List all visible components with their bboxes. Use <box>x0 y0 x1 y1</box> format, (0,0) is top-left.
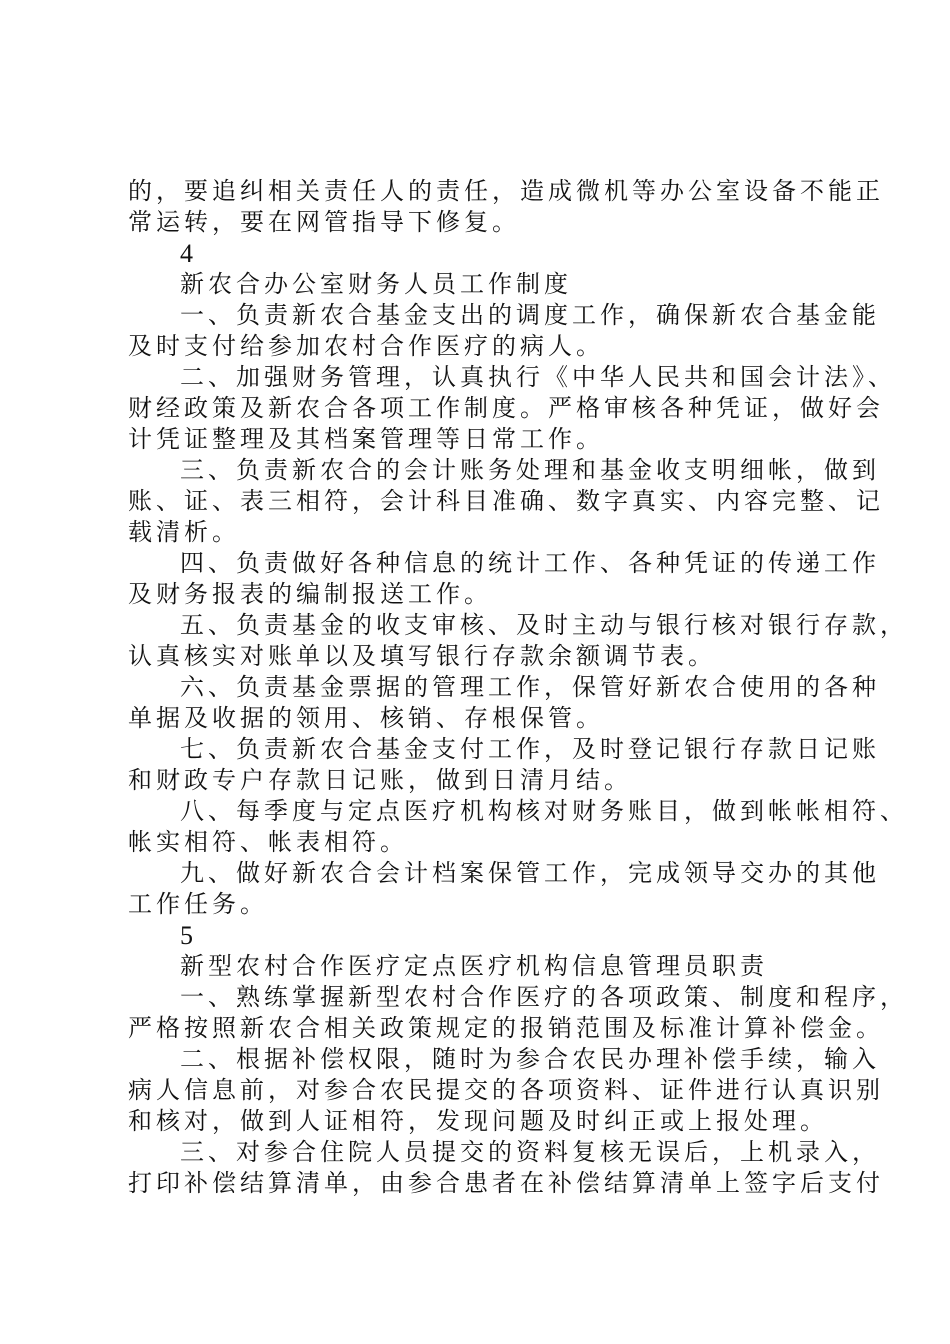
text-line: 计凭证整理及其档案管理等日常工作。 <box>128 425 604 453</box>
text-line: 帐实相符、帐表相符。 <box>128 828 408 856</box>
text-line: 单据及收据的领用、核销、存根保管。 <box>128 704 604 732</box>
text-line: 常运转，要在网管指导下修复。 <box>128 208 520 236</box>
text-line: 二、加强财务管理，认真执行《中华人民共和国会计法》、 <box>180 363 896 391</box>
text-line: 九、做好新农合会计档案保管工作，完成领导交办的其他 <box>180 859 880 887</box>
text-line: 和核对，做到人证相符，发现问题及时纠正或上报处理。 <box>128 1107 828 1135</box>
text-line: 七、负责新农合基金支付工作，及时登记银行存款日记账 <box>180 735 880 763</box>
text-line: 三、对参合住院人员提交的资料复核无误后，上机录入， <box>180 1138 880 1166</box>
text-line: 账、证、表三相符，会计科目准确、数字真实、内容完整、记 <box>128 487 884 515</box>
text-line: 二、根据补偿权限，随时为参合农民办理补偿手续，输入 <box>180 1045 880 1073</box>
text-line: 及时支付给参加农村合作医疗的病人。 <box>128 332 604 360</box>
text-line: 的，要追纠相关责任人的责任，造成微机等办公室设备不能正 <box>128 177 884 205</box>
text-line: 财经政策及新农合各项工作制度。严格审核各种凭证，做好会 <box>128 394 884 422</box>
text-line: 及财务报表的编制报送工作。 <box>128 580 492 608</box>
document-body <box>128 176 908 1199</box>
text-line: 和财政专户存款日记账，做到日清月结。 <box>128 766 632 794</box>
page-number: 4 <box>180 239 193 268</box>
text-line: 三、负责新农合的会计账务处理和基金收支明细帐，做到 <box>180 456 880 484</box>
text-line: 病人信息前，对参合农民提交的各项资料、证件进行认真识别 <box>128 1076 884 1104</box>
text-line: 八、每季度与定点医疗机构核对财务账目，做到帐帐相符、 <box>180 797 908 825</box>
text-line: 一、熟练掌握新型农村合作医疗的各项政策、制度和程序， <box>180 983 908 1011</box>
text-line: 五、负责基金的收支审核、及时主动与银行核对银行存款， <box>180 611 908 639</box>
section-heading: 新型农村合作医疗定点医疗机构信息管理员职责 <box>180 952 768 980</box>
section-heading: 新农合办公室财务人员工作制度 <box>180 270 572 298</box>
text-line: 工作任务。 <box>128 890 268 918</box>
page-number: 5 <box>180 921 193 950</box>
text-line: 一、负责新农合基金支出的调度工作，确保新农合基金能 <box>180 301 880 329</box>
text-line: 严格按照新农合相关政策规定的报销范围及标准计算补偿金。 <box>128 1014 884 1042</box>
text-line: 六、负责基金票据的管理工作，保管好新农合使用的各种 <box>180 673 880 701</box>
text-line: 四、负责做好各种信息的统计工作、各种凭证的传递工作 <box>180 549 880 577</box>
text-line: 认真核实对账单以及填写银行存款余额调节表。 <box>128 642 716 670</box>
text-line: 打印补偿结算清单，由参合患者在补偿结算清单上签字后支付 <box>128 1169 884 1197</box>
text-line: 载清析。 <box>128 518 240 546</box>
